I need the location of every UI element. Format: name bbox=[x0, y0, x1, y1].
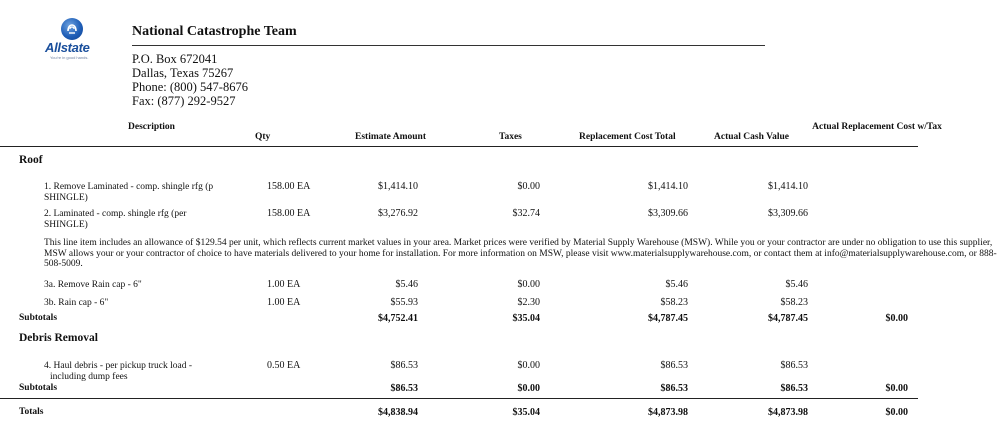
item-taxes: $0.00 bbox=[517, 279, 540, 290]
header-divider bbox=[132, 45, 765, 46]
totals-rule bbox=[0, 398, 918, 399]
totals-estimate: $4,838.94 bbox=[378, 407, 418, 418]
item-qty: 1.00 EA bbox=[267, 279, 301, 290]
item-actual-cash-value: $86.53 bbox=[780, 360, 808, 371]
totals-actual-cash-value: $4,873.98 bbox=[768, 407, 808, 418]
phone-line: Phone: (800) 547-8676 bbox=[132, 80, 248, 94]
item-description-cont: SHINGLE) bbox=[44, 220, 88, 230]
allstate-logo-icon bbox=[61, 18, 83, 40]
col-taxes: Taxes bbox=[499, 132, 522, 142]
section-roof-title: Roof bbox=[19, 154, 43, 166]
totals-actual-replacement-cost: $0.00 bbox=[885, 407, 908, 418]
item-qty: 0.50 EA bbox=[267, 360, 301, 371]
item-actual-cash-value: $58.23 bbox=[780, 297, 808, 308]
subtotal-actual-cash-value: $4,787.45 bbox=[768, 313, 808, 324]
item-description-cont: SHINGLE) bbox=[44, 193, 88, 203]
header-rule bbox=[0, 146, 918, 147]
col-actual-cash-value: Actual Cash Value bbox=[714, 132, 789, 142]
item-description: 2. Laminated - comp. shingle rfg (per bbox=[44, 209, 187, 219]
item-taxes: $2.30 bbox=[517, 297, 540, 308]
subtotal-replacement-cost: $86.53 bbox=[660, 383, 688, 394]
totals-taxes: $35.04 bbox=[512, 407, 540, 418]
subtotal-estimate: $4,752.41 bbox=[378, 313, 418, 324]
item-estimate: $3,276.92 bbox=[378, 208, 418, 219]
team-title: National Catastrophe Team bbox=[132, 24, 297, 39]
item-replacement-cost: $58.23 bbox=[660, 297, 688, 308]
item-qty: 158.00 EA bbox=[267, 181, 311, 192]
section-debris-title: Debris Removal bbox=[19, 332, 98, 344]
item-actual-cash-value: $3,309.66 bbox=[768, 208, 808, 219]
item-qty: 1.00 EA bbox=[267, 297, 301, 308]
item-taxes: $32.74 bbox=[512, 208, 540, 219]
logo-wordmark: Allstate bbox=[45, 40, 90, 55]
col-actual-replacement-cost: Actual Replacement Cost w/Tax bbox=[812, 122, 942, 132]
item-description: 4. Haul debris - per pickup truck load - bbox=[44, 361, 192, 371]
item-description-cont: including dump fees bbox=[50, 372, 128, 382]
item-qty: 158.00 EA bbox=[267, 208, 311, 219]
item-taxes: $0.00 bbox=[517, 181, 540, 192]
item-replacement-cost: $5.46 bbox=[665, 279, 688, 290]
item-estimate: $1,414.10 bbox=[378, 181, 418, 192]
totals-replacement-cost: $4,873.98 bbox=[648, 407, 688, 418]
address-line: Dallas, Texas 75267 bbox=[132, 66, 234, 80]
subtotal-actual-replacement-cost: $0.00 bbox=[885, 383, 908, 394]
col-description: Description bbox=[128, 122, 175, 132]
item-replacement-cost: $3,309.66 bbox=[648, 208, 688, 219]
item-description: 3b. Rain cap - 6" bbox=[44, 298, 109, 308]
subtotal-estimate: $86.53 bbox=[390, 383, 418, 394]
item-taxes: $0.00 bbox=[517, 360, 540, 371]
allowance-note: This line item includes an allowance of $129.54 per unit, which reflects current market values in your area. Market prices were verified by Material Supply Warehouse (MSW). While you or your contractor are under no obligation to use this supplier, MSW allows your or your contractor of choice to have materials delivered to your home for installation. For more information on MSW, please visit www.materialsupplywarehouse.com, or contact them at info@materialsupplywarehouse.com, or 888-508-5009. bbox=[44, 238, 997, 270]
address-line: P.O. Box 672041 bbox=[132, 52, 218, 66]
item-description: 3a. Remove Rain cap - 6" bbox=[44, 280, 142, 290]
col-replacement-cost: Replacement Cost Total bbox=[579, 132, 676, 142]
logo-tagline: You're in good hands. bbox=[50, 55, 89, 60]
item-description: 1. Remove Laminated - comp. shingle rfg (p bbox=[44, 182, 214, 192]
item-replacement-cost: $1,414.10 bbox=[648, 181, 688, 192]
subtotal-taxes: $35.04 bbox=[512, 313, 540, 324]
item-estimate: $5.46 bbox=[395, 279, 418, 290]
fax-line: Fax: (877) 292-9527 bbox=[132, 94, 236, 108]
subtotal-label: Subtotals bbox=[19, 313, 58, 323]
totals-label: Totals bbox=[19, 407, 44, 417]
subtotal-actual-replacement-cost: $0.00 bbox=[885, 313, 908, 324]
col-estimate: Estimate Amount bbox=[355, 132, 426, 142]
subtotal-replacement-cost: $4,787.45 bbox=[648, 313, 688, 324]
subtotal-taxes: $0.00 bbox=[517, 383, 540, 394]
item-replacement-cost: $86.53 bbox=[660, 360, 688, 371]
subtotal-label: Subtotals bbox=[19, 383, 58, 393]
col-qty: Qty bbox=[255, 132, 271, 142]
item-estimate: $86.53 bbox=[390, 360, 418, 371]
item-actual-cash-value: $5.46 bbox=[785, 279, 808, 290]
item-estimate: $55.93 bbox=[390, 297, 418, 308]
subtotal-actual-cash-value: $86.53 bbox=[780, 383, 808, 394]
item-actual-cash-value: $1,414.10 bbox=[768, 181, 808, 192]
